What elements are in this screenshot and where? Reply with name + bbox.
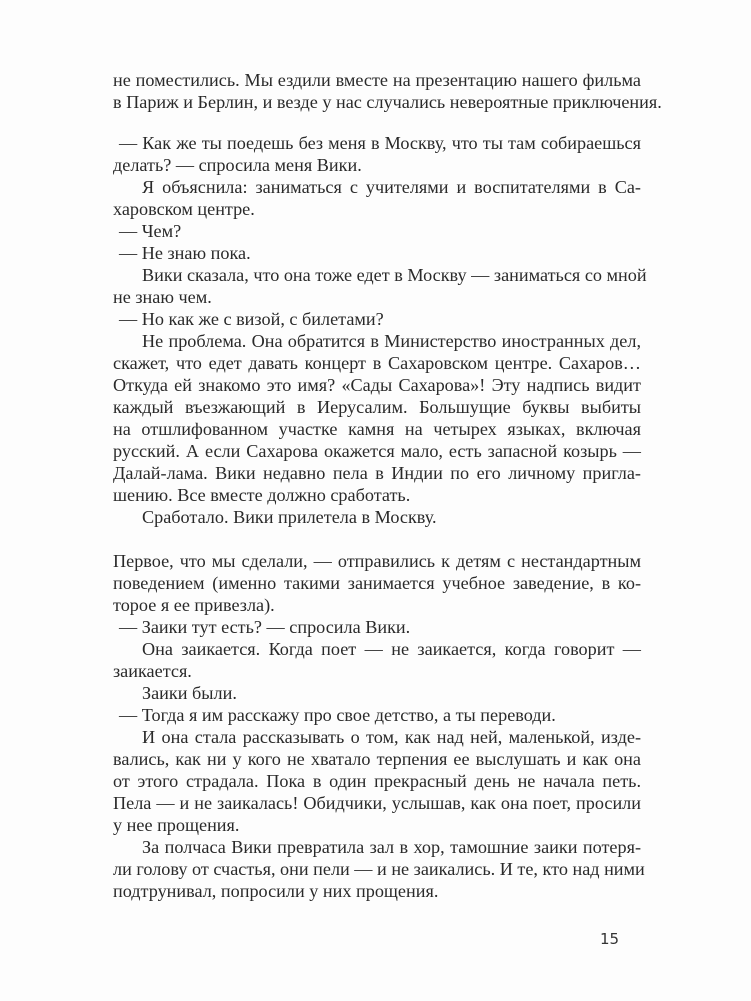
text-line: ли голову от счастья, они пели — и не заикались. И те, кто над ними (113, 859, 645, 879)
text-line: каждый въезжающий в Иерусалим. Большущие буквы выбиты (113, 397, 641, 417)
text-line: не знаю чем. (113, 287, 212, 307)
text-line: Пела — и не заикалась! Обидчики, услышав, как она поет, просили (113, 793, 641, 813)
text-line: у нее прощения. (113, 815, 240, 835)
text-line: торое я ее привезла). (113, 595, 275, 615)
text-line: — Тогда я им расскажу про свое детство, а ты переводи. (119, 705, 556, 725)
text-line: Не проблема. Она обратится в Министерство иностранных дел, (142, 331, 641, 351)
text-line: Далай-лама. Вики недавно пела в Индии по его личному пригла- (113, 463, 641, 483)
text-line: поведением (именно такими занимается учебное заведение, в ко- (113, 573, 641, 593)
text-line: — Но как же с визой, с билетами? (119, 309, 384, 329)
text-line: шению. Все вместе должно сработать. (113, 485, 411, 505)
text-line: — Как же ты поедешь без меня в Москву, что ты там собираешься (119, 133, 641, 153)
text-line: — Чем? (119, 221, 182, 241)
text-line: Я объяснила: заниматься с учителями и воспитателями в Са- (142, 177, 641, 197)
text-line: — Заики тут есть? — спросила Вики. (119, 617, 411, 637)
text-line: делать? — спросила меня Вики. (113, 155, 362, 175)
text-line: Сработало. Вики прилетела в Москву. (142, 507, 437, 527)
text-line: — Не знаю пока. (119, 243, 251, 263)
text-line: Она заикается. Когда поет — не заикается, когда говорит — (142, 639, 641, 659)
page-number: 15 (600, 930, 620, 948)
text-line: И она стала рассказывать о том, как над ней, маленькой, изде- (142, 727, 641, 747)
text-line: Заики были. (142, 683, 237, 703)
text-line: заикается. (113, 661, 192, 681)
text-line: скажет, что едет давать концерт в Сахаровском центре. Сахаров… (113, 353, 641, 373)
text-line: от этого страдала. Пока в один прекрасный день не начала петь. (113, 771, 641, 791)
text-line: Вики сказала, что она тоже едет в Москву — заниматься со мной (142, 265, 647, 285)
text-line: подтрунивал, попросили у них прощения. (113, 881, 439, 901)
text-line: в Париж и Берлин, и везде у нас случались невероятные приключения. (113, 92, 662, 112)
text-line: на отшлифованном участке камня на четырех языках, включая (113, 419, 641, 439)
text-line: харовском центре. (113, 199, 255, 219)
text-line: не поместились. Мы ездили вместе на презентацию нашего фильма (113, 70, 641, 90)
text-line: русский. А если Сахарова окажется мало, есть запасной козырь — (113, 441, 641, 461)
text-line: вались, как ни у кого не хватало терпения ее выслушать и как она (113, 749, 641, 769)
text-line: За полчаса Вики превратила зал в хор, тамошние заики потеря- (142, 837, 641, 857)
text-line: Первое, что мы сделали, — отправились к детям с нестандартным (113, 551, 641, 571)
text-line: Откуда ей знакомо это имя? «Сады Сахарова»! Эту надпись видит (113, 375, 641, 395)
